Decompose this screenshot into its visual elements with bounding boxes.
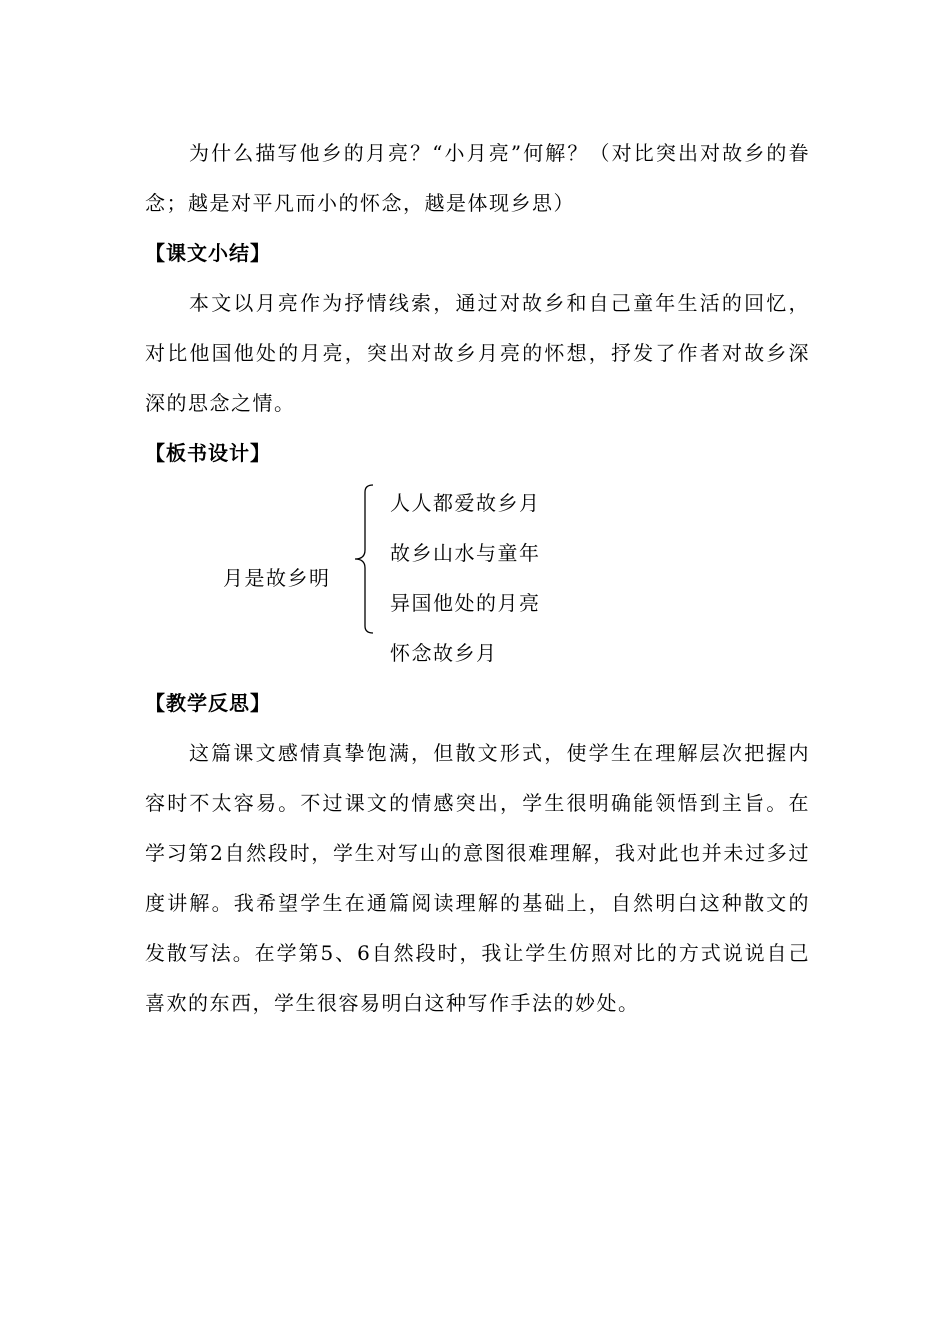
board-title: 月是故乡明 (223, 566, 331, 590)
board-item: 人人都爱故乡月 (390, 491, 541, 515)
document-page (145, 128, 810, 1028)
board-item: 怀念故乡月 (390, 641, 498, 665)
board-item: 故乡山水与童年 (390, 541, 541, 565)
board-design (145, 478, 810, 678)
summary-paragraph: 本文以月亮作为抒情线索，通过对故乡和自己童年生活的回忆，对比他国他处的月亮，突出对故乡月亮的怀想，抒发了作者对故乡深深的思念之情。 (145, 291, 810, 415)
summary-heading: 【课文小结】 (145, 241, 271, 265)
brace-icon (353, 484, 381, 634)
reflection-paragraph: 这篇课文感情真挚饱满，但散文形式，使学生在理解层次把握内容时不太容易。不过课文的情感突出，学生很明确能领悟到主旨。在学习第2自然段时，学生对写山的意图很难理解，我对此也并未过多过度讲解。我希望学生在通篇阅读理解的基础上，自然明白这种散文的发散写法。在学第5、6自然段时，我让学生仿照对比的方式说说自己喜欢的东西，学生很容易明白这种写作手法的妙处。 (145, 741, 810, 1015)
intro-paragraph: 为什么描写他乡的月亮？“小月亮”何解？（对比突出对故乡的眷念；越是对平凡而小的怀念，越是体现乡思） (145, 141, 810, 215)
board-design-heading: 【板书设计】 (145, 441, 271, 465)
board-item-list (390, 478, 541, 678)
reflection-heading: 【教学反思】 (145, 691, 271, 715)
board-item: 异国他处的月亮 (390, 591, 541, 615)
